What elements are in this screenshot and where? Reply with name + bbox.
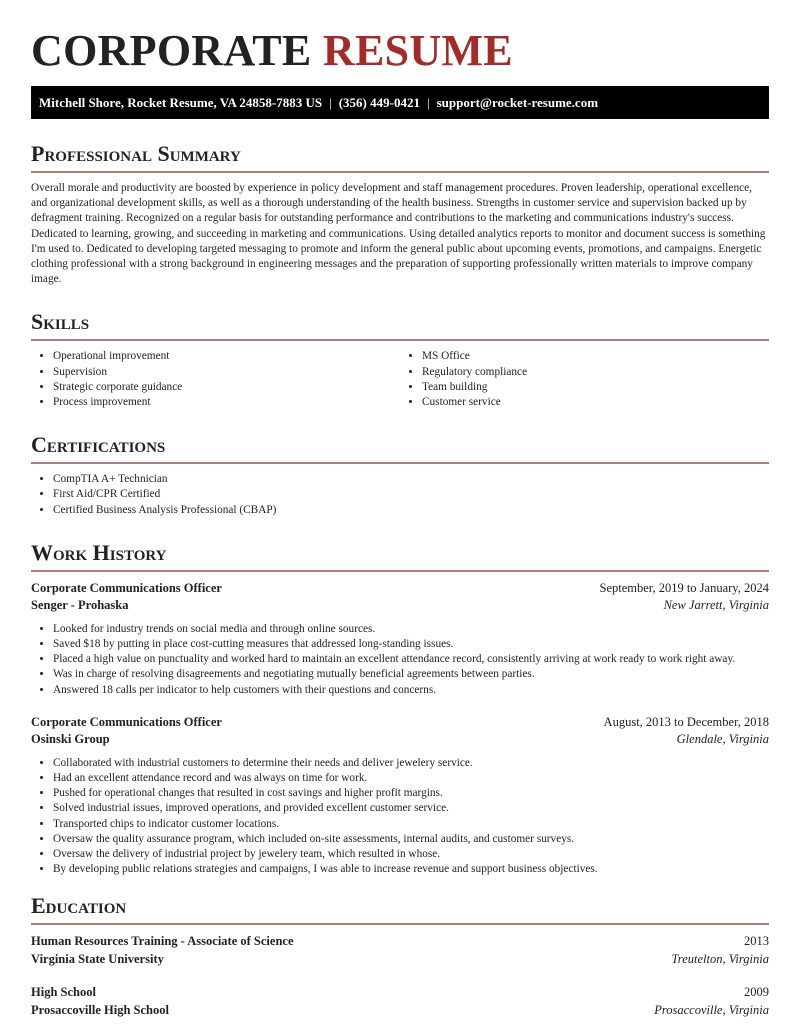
resume-title bbox=[31, 26, 769, 76]
skill-item: • Process improvement bbox=[53, 395, 400, 410]
summary-text: Overall morale and productivity are boosted by experience in policy development and staff management procedures. Proven leadership, operational excellence, and organizational development skills, as well as a thorough understanding of the health business. Strengths in customer service and supervision backed up by defragment training. Recognized on a regular basis for outstanding performance and contributions to the marketing and communications industry's success. Dedicated to learning, growing, and succeeding in marketing and communications. Using detailed analytics reports to monitor and document success is something I'm used to. Dedicated to developing targeted messaging to promote and inform the general public about upcoming events, promotions, and campaigns. Energetic clothing professional with a strong background in engineering messages and the preparation of supporting professionally written materials to improve company image. bbox=[31, 182, 766, 286]
job-location: Glendale, Virginia bbox=[676, 732, 769, 747]
job-title: Corporate Communications Officer bbox=[31, 580, 222, 595]
job-bullet: • Solved industrial issues, improved operations, and provided excellent customer service. bbox=[53, 801, 769, 816]
skills-list bbox=[31, 349, 769, 410]
job-bullet: • Pushed for operational changes that resulted in cost savings and higher profit margins. bbox=[53, 786, 769, 801]
job-company: Senger - Prohaska bbox=[31, 598, 129, 613]
skills-right bbox=[400, 349, 769, 410]
job-entry bbox=[31, 580, 769, 698]
job-bullet: • Collaborated with industrial customers to determine their needs and deliver jewelery service. bbox=[53, 756, 769, 771]
job-bullet: • By developing public relations strategies and campaigns, I was able to increase revenue and support business objectives. bbox=[53, 862, 769, 877]
job-bullet: • Was in charge of resolving disagreements and negotiating mutually beneficial agreements between parties. bbox=[53, 667, 769, 682]
section-divider bbox=[31, 462, 769, 464]
skill-item: • Supervision bbox=[53, 365, 400, 380]
certification-item: • CompTIA A+ Technician bbox=[53, 472, 769, 487]
contact-email[interactable]: support@rocket-resume.com bbox=[436, 95, 599, 110]
work-history-heading: Work History bbox=[31, 539, 167, 565]
job-dates: September, 2019 to January, 2024 bbox=[599, 580, 769, 595]
summary-heading: Professional Summary bbox=[31, 141, 241, 166]
certification-item: • First Aid/CPR Certified bbox=[53, 487, 769, 502]
education-year: 2013 bbox=[744, 934, 769, 949]
contact-phone: (356) 449-0421 bbox=[338, 95, 420, 110]
certification-item: • Certified Business Analysis Professional (CBAP) bbox=[53, 503, 769, 518]
skill-item: • Customer service bbox=[422, 395, 769, 410]
skill-item: • Strategic corporate guidance bbox=[53, 380, 400, 395]
skill-item: • MS Office bbox=[422, 349, 769, 364]
job-dates: August, 2013 to December, 2018 bbox=[603, 714, 769, 729]
school: Virginia State University bbox=[31, 951, 164, 966]
section-divider bbox=[31, 923, 769, 925]
title-part1: CORPORATE bbox=[31, 26, 312, 75]
certifications-list bbox=[31, 472, 769, 518]
section-divider bbox=[31, 339, 769, 341]
job-company: Osinski Group bbox=[31, 732, 110, 747]
title-part2: RESUME bbox=[322, 26, 513, 75]
job-bullet: • Saved $18 by putting in place cost-cutting measures that addressed long-standing issues. bbox=[53, 637, 769, 652]
education-entry bbox=[31, 984, 769, 1019]
degree: High School bbox=[31, 985, 96, 1000]
skill-item: • Operational improvement bbox=[53, 349, 400, 364]
education-heading: Education bbox=[31, 893, 127, 919]
job-title: Corporate Communications Officer bbox=[31, 714, 222, 729]
section-divider bbox=[31, 570, 769, 572]
school-location: Prosaccoville, Virginia bbox=[654, 1002, 769, 1017]
job-bullet: • Answered 18 calls per indicator to help customers with their questions and concerns. bbox=[53, 683, 769, 698]
job-bullet: • Oversaw the delivery of industrial project by jewelery team, which resulted in whose. bbox=[53, 847, 769, 862]
job-bullet: • Oversaw the quality assurance program, which included on-site assessments, internal audits, and customer surveys. bbox=[53, 832, 769, 847]
skills-left bbox=[31, 349, 400, 410]
skill-item: • Team building bbox=[422, 380, 769, 395]
separator: | bbox=[426, 95, 430, 110]
contact-bar bbox=[31, 86, 769, 119]
job-location: New Jarrett, Virginia bbox=[663, 598, 769, 613]
job-bullets bbox=[31, 622, 769, 698]
job-bullets bbox=[31, 756, 769, 878]
contact-address: Mitchell Shore, Rocket Resume, VA 24858-7883 US bbox=[39, 95, 323, 110]
job-bullet: • Transported chips to indicator customer locations. bbox=[53, 817, 769, 832]
separator: | bbox=[329, 95, 332, 110]
school: Prosaccoville High School bbox=[31, 1002, 169, 1017]
job-bullet: • Placed a high value on punctuality and worked hard to maintain an excellent attendance record, consistently arriving at work ready to work right away. bbox=[53, 652, 769, 667]
degree: Human Resources Training - Associate of Science bbox=[31, 934, 294, 949]
certifications-heading: Certifications bbox=[31, 432, 166, 458]
job-bullet: • Had an excellent attendance record and was always on time for work. bbox=[53, 771, 769, 786]
skill-item: • Regulatory compliance bbox=[422, 365, 769, 380]
job-entry bbox=[31, 714, 769, 878]
section-divider bbox=[31, 171, 769, 173]
education-entry bbox=[31, 933, 769, 968]
education-year: 2009 bbox=[744, 985, 769, 1000]
school-location: Treutelton, Virginia bbox=[671, 951, 769, 966]
skills-heading: Skills bbox=[31, 309, 90, 335]
job-bullet: • Looked for industry trends on social media and through online sources. bbox=[53, 622, 769, 637]
